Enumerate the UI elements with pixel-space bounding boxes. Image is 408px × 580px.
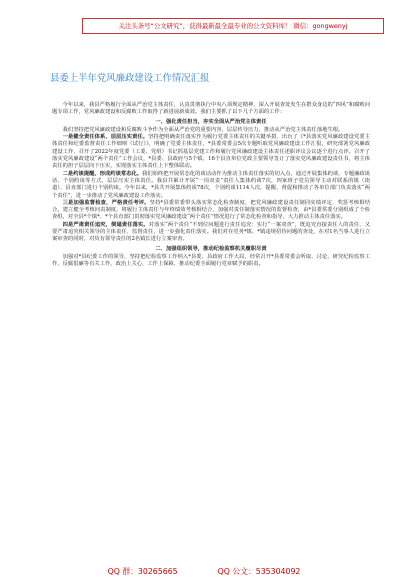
point-3-lead: 三是加强监督检查，严格责任考评。: [62, 199, 150, 206]
point-2-text: 我们始终把开展常态化的谈话动作为推动主体责任落实的切入点，通过开展集体约谈、专题廉政谈话、个别约谈等方式，层层压实主体责任。我县共累计开展“一岗双责”责任人集体约谈7次，四家班子党员领导主动对联系的镇（街道）、县直部门进行个别约谈。今年以来，*县共开展集体约谈78次，个别约谈1114人次，提醒、督促和推动了各单位部门负责落实“两个责任”，进一步推动了党风廉政建设工作落实。: [52, 170, 370, 199]
intro-paragraph: 今年以来，我县严格履行全面从严治党主体责任，认真贯彻执行中央八项规定精神，深入开展查处发生在群众身边的“四风”和腐败问题专项工作，党风廉政建设和反腐败工作取得了新进展新成效。我们主要抓了以下几个方面的工作：: [52, 102, 370, 116]
qq-group: QQ 群：30265665: [107, 567, 178, 576]
point-2-lead: 二是约谈提醒，形成约谈常态化。: [62, 170, 143, 177]
section-2-heading: 二、加强组织领导，推动纪检监察机关履职尽责: [155, 245, 267, 252]
point-3-paragraph: [52, 200, 370, 222]
point-4-lead: 四是严肃责任追究，倒逼责任落实。: [62, 221, 149, 228]
point-4-paragraph: [52, 222, 370, 244]
point-4-text: 对落实“两个责任”不到位问题进行责任追究：实行“一案双查”，既追究直接责任人的责任，又要严肃追究相关领导的主体责任、监督责任，进一步强化责任落实。我们对在党务*镇、*镇违规招待问题的查处，在对1名当事人进行立案审查的同时，对负有领导责任的2名镇长进行立案审查。: [52, 221, 370, 243]
point-1-text: 坚持把明确责任落实作为履行党委主体责任的关键举措，出台了《*县落实党风廉政建设党委主体责任和纪委监督责任工作细则（试行）》，明确了党委主体责任，*县委常委会5次专题听取党风廉政建设工作汇报，研究部署党风廉政建设工作，召开了2022年度党委（工委、党组）书记抓基层党建工作和履行党风廉政建设主体责任述职评议会议逐个进行点评。召开了落实党风廉政建设“两个责任”工作会议，*县委、县政府与5个镇、16个县直单位党政主要领导签订了落实党风廉政建设责任书，将主体责任的担子层层向下压实，实现落实主体责任上下整体联动。: [52, 134, 370, 170]
promo-banner: 关注头条号“公文研究”，获得最新最全最专业的公文资料库！ 微信：gongwenyj: [82, 18, 384, 34]
contact-footer: [0, 566, 408, 577]
point-1-paragraph: [52, 134, 370, 170]
point-3-text: 坚持*县委常委带头落实常态化检查制度，把党风廉政建设责任制同实绩评定、奖惩考核相结合，建立健全考核问责制度，将履行主体责任与年终绩效考核相结合，加强对责任制落实情况的监督检查，由*县委常委分别组成了个检查组，对全县*个镇*、*个县直部门贯彻落实党风廉政建设“两个责任”情况进行了常态化检查和指导，大力推动主体责任落实。: [52, 199, 370, 221]
section-1-heading: 一、强化责任担当，夯实全面从严治党主体责任: [155, 118, 267, 125]
point-2-paragraph: [52, 171, 370, 200]
document-title: 县委上半年党风廉政建设工作情况汇报: [50, 73, 210, 84]
section-1-paragraph: 我们坚持把党风廉政建设和反腐败斗争作为全面从严治党的重要内容，层层传导压力，推动从严治党主体责任落地生根。: [62, 126, 344, 133]
qq-contact: QQ 公文：535304092: [217, 567, 301, 576]
section-2-paragraph: 加强对*县纪委工作的领导，坚持把纪检监察工作纳入*县委、县政府工作大局，经常召开*县委常委会听取、讨论、研究纪检监察工作，反腐倡廉等有关工作，政治上关心，工作上保障，推动纪委全面履行党章赋予的职责。: [52, 253, 370, 268]
point-1-lead: 一是健全责任体系，层层压实责任。: [62, 134, 149, 141]
document-body: [52, 102, 370, 269]
